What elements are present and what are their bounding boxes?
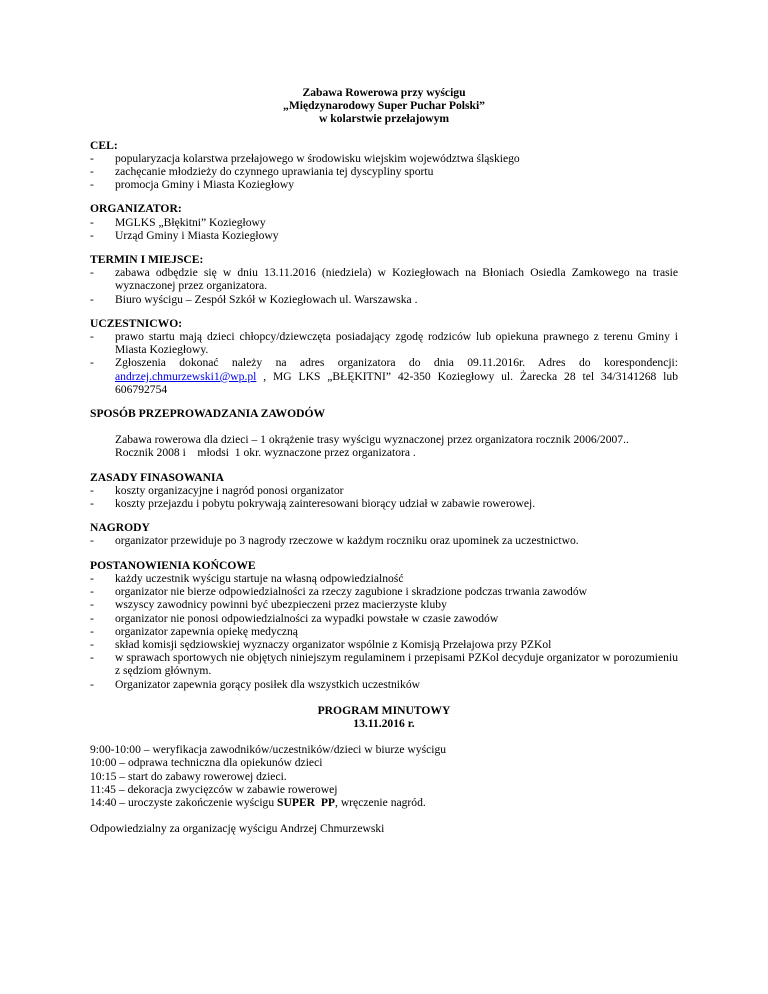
list-item: - Organizator zapewnia gorący posiłek dla wszystkich uczestników — [90, 678, 678, 691]
section-heading: TERMIN I MIEJSCE: — [90, 253, 204, 267]
section-heading: NAGRODY — [90, 521, 150, 535]
list-item: - wszyscy zawodnicy powinni być ubezpieczeni przez macierzyste kluby — [90, 598, 678, 611]
section-termin — [90, 253, 678, 306]
section-cel — [90, 139, 678, 192]
list-item: - w sprawach sportowych nie objętych niniejszym regulaminem i przepisami PZKol decyduje organizator w porozumieniu z sędziom głównym. — [90, 651, 678, 677]
list-item: - organizator przewiduje po 3 nagrody rzeczowe w każdym roczniku oraz upominek za uczestnictwo. — [90, 534, 678, 547]
title-line-2: „Międzynarodowy Super Puchar Polski” — [283, 99, 485, 113]
section-footer — [90, 822, 678, 835]
schedule-item: 10:15 – start do zabawy rowerowej dzieci. — [90, 769, 287, 783]
schedule-item: 11:45 – dekoracja zwycięzców w zabawie rowerowej — [90, 782, 338, 796]
registration-text: Zgłoszenia dokonać należy na adres organizatora do dnia 09.11.2016r. Adres do korespondencji: — [115, 356, 678, 370]
list-item: - MGLKS „Błękitni” Koziegłowy — [90, 216, 678, 229]
section-heading: UCZESTNICWO: — [90, 316, 183, 330]
section-heading: POSTANOWIENIA KOŃCOWE — [90, 558, 256, 572]
list-item: - organizator zapewnia opiekę medyczną — [90, 625, 678, 638]
list-item: - Urząd Gminy i Miasta Koziegłowy — [90, 229, 678, 242]
list-item: - skład komisji sędziowskiej wyznaczy organizator wspólnie z Komisją Przełajowa przy PZKol — [90, 638, 678, 651]
title-line-1: Zabawa Rowerowa przy wyścigu — [302, 86, 466, 99]
program-title: PROGRAM MINUTOWY — [317, 703, 451, 717]
title-line-3: w kolarstwie przełajowym — [318, 112, 450, 126]
list-item: - zabawa odbędzie się w dniu 13.11.2016 (niedziela) w Koziegłowach na Błoniach Osiedla Zamkowego na trasie wyznaczonej przez organizatora. — [90, 266, 678, 292]
section-zasady — [90, 471, 678, 511]
list-item: - koszty organizacyjne i nagród ponosi organizator — [90, 484, 678, 497]
schedule-bold: SUPER PP — [277, 795, 336, 809]
schedule-text: 14:40 – uroczyste zakończenie wyścigu — [90, 795, 278, 809]
schedule-item: 10:00 – odprawa techniczna dla opiekunów dzieci — [90, 756, 323, 770]
sposob-line-2: Rocznik 2008 i młodsi 1 okr. wyznaczone przez organizatora . — [115, 446, 416, 460]
section-organizator — [90, 202, 678, 242]
document-title — [90, 86, 678, 126]
section-heading: ORGANIZATOR: — [90, 202, 182, 216]
program-date: 13.11.2016 r. — [353, 716, 415, 730]
schedule-item: 9:00-10:00 – weryfikacja zawodników/uczestników/dzieci w biurze wyścigu — [90, 743, 447, 757]
list-item: - Biuro wyścigu – Zespół Szkół w Koziegłowach ul. Warszawska . — [90, 293, 678, 306]
program-schedule — [90, 743, 678, 809]
list-item: - organizator nie ponosi odpowiedzialności za wypadki powstałe w czasie zawodów — [90, 612, 678, 625]
sposob-description — [90, 433, 678, 459]
sposob-line-1: Zabawa rowerowa dla dzieci – 1 okrążenie trasy wyścigu wyznaczonej przez organizatora rocznik 2006/2007.. — [115, 433, 629, 447]
section-postanowienia — [90, 559, 678, 691]
list-item: - prawo startu mają dzieci chłopcy/dziewczęta posiadający zgodę rodziców lub opiekuna prawnego z terenu Gminy i Miasta Koziegłowy. — [90, 330, 678, 356]
section-sposob — [90, 407, 678, 460]
list-item — [90, 356, 678, 396]
section-heading: SPOSÓB PRZEPROWADZANIA ZAWODÓW — [90, 407, 326, 421]
list-item: - organizator nie bierze odpowiedzialności za rzeczy zagubione i skradzione podczas trwania zawodów — [90, 585, 678, 598]
schedule-item — [90, 796, 678, 809]
section-program — [90, 704, 678, 809]
email-link[interactable]: andrzej.chmurzewski1@wp.pl — [115, 369, 257, 383]
list-item: - promocja Gminy i Miasta Koziegłowy — [90, 178, 678, 191]
schedule-text-end: , wręczenie nagród. — [335, 795, 426, 809]
section-heading: CEL: — [90, 138, 118, 152]
address-text: , MG LKS „BŁĘKITNI” 42-350 Koziegłowy ul. Żarecka 28 tel 34/3141268 lub 606792754 — [115, 369, 678, 396]
section-heading: ZASADY FINASOWANIA — [90, 470, 224, 484]
document-page — [90, 86, 678, 835]
section-uczestnictwo — [90, 317, 678, 396]
list-item: - zachęcanie młodzieży do czynnego uprawiania tej dyscypliny sportu — [90, 165, 678, 178]
list-item: - każdy uczestnik wyścigu startuje na własną odpowiedzialność — [90, 572, 678, 585]
list-item: - popularyzacja kolarstwa przełajowego w środowisku wiejskim województwa śląskiego — [90, 152, 678, 165]
list-item: - koszty przejazdu i pobytu pokrywają zainteresowani biorący udział w zabawie rowerowej. — [90, 497, 678, 510]
section-nagrody — [90, 521, 678, 547]
footer-text: Odpowiedzialny za organizację wyścigu Andrzej Chmurzewski — [90, 822, 385, 836]
